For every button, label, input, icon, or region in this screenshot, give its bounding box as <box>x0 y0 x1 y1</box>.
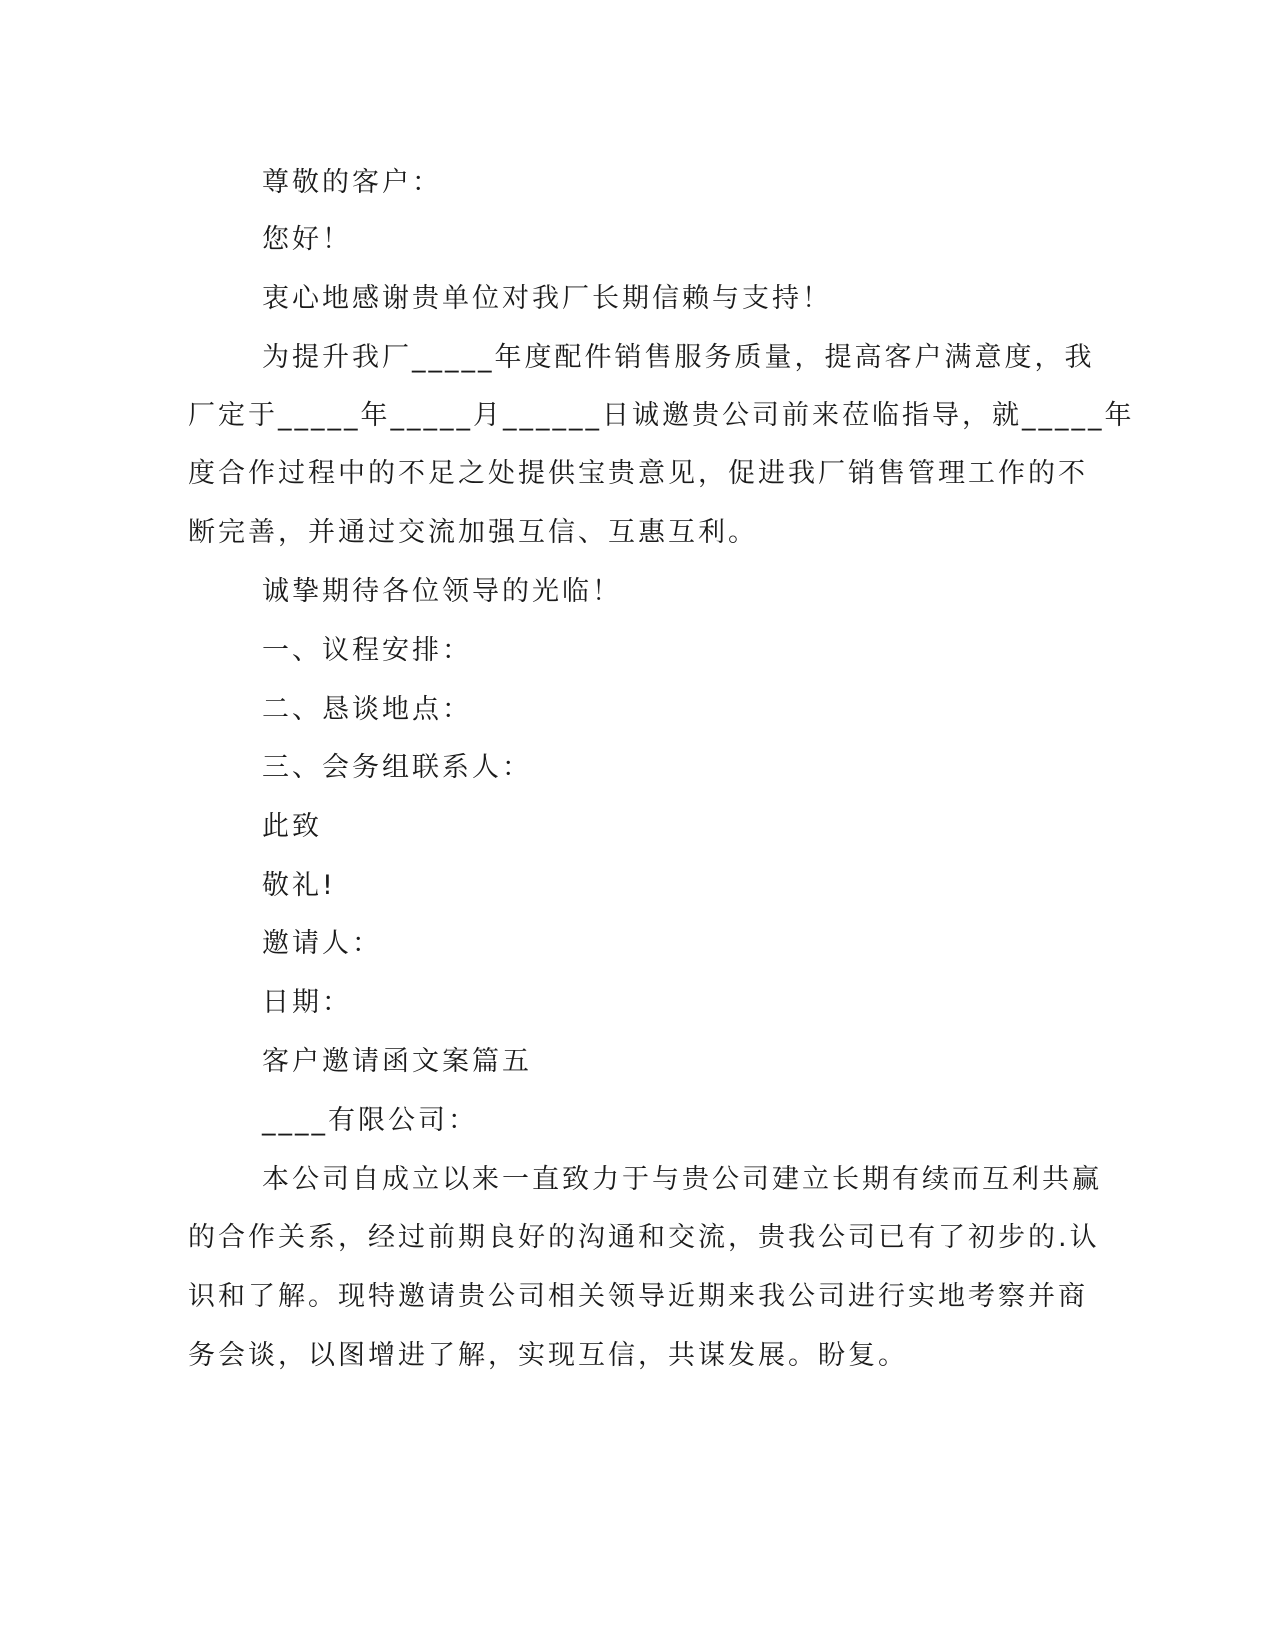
paragraph1-line-4: 断完善，并通过交流加强互信、互惠互利。 <box>188 517 758 548</box>
paragraph2-line-2: 的合作关系，经过前期良好的沟通和交流，贵我公司已有了初步的.认 <box>188 1222 1100 1253</box>
closing-line-1: 此致 <box>262 811 322 842</box>
addressee-line: ____有限公司： <box>262 1105 478 1136</box>
paragraph2-line-3: 识和了解。现特邀请贵公司相关领导近期来我公司进行实地考察并商 <box>188 1281 1088 1312</box>
closing-line-2: 敬礼! <box>262 870 336 901</box>
thanks-line: 衷心地感谢贵单位对我厂长期信赖与支持！ <box>262 283 832 314</box>
paragraph2-line-4: 务会谈，以图增进了解，实现互信，共谋发展。盼复。 <box>188 1340 908 1371</box>
looking-forward-line: 诚挚期待各位领导的光临！ <box>262 576 622 607</box>
paragraph1-line-3: 度合作过程中的不足之处提供宝贵意见，促进我厂销售管理工作的不 <box>188 458 1088 489</box>
greeting: 您好！ <box>262 224 352 255</box>
contact-item: 三、会务组联系人： <box>262 752 532 783</box>
location-item: 二、恳谈地点： <box>262 694 472 725</box>
paragraph2-line-1: 本公司自成立以来一直致力于与贵公司建立长期有续而互利共赢 <box>262 1164 1102 1195</box>
section-title: 客户邀请函文案篇五 <box>262 1046 532 1077</box>
agenda-item: 一、议程安排： <box>262 635 472 666</box>
inviter-label: 邀请人： <box>262 928 382 959</box>
paragraph1-line-1: 为提升我厂_____年度配件销售服务质量，提高客户满意度，我 <box>262 342 1095 373</box>
salutation: 尊敬的客户： <box>262 167 442 198</box>
date-label: 日期： <box>262 987 352 1018</box>
paragraph1-line-2: 厂定于_____年_____月______日诚邀贵公司前来莅临指导，就_____年 <box>188 400 1135 431</box>
